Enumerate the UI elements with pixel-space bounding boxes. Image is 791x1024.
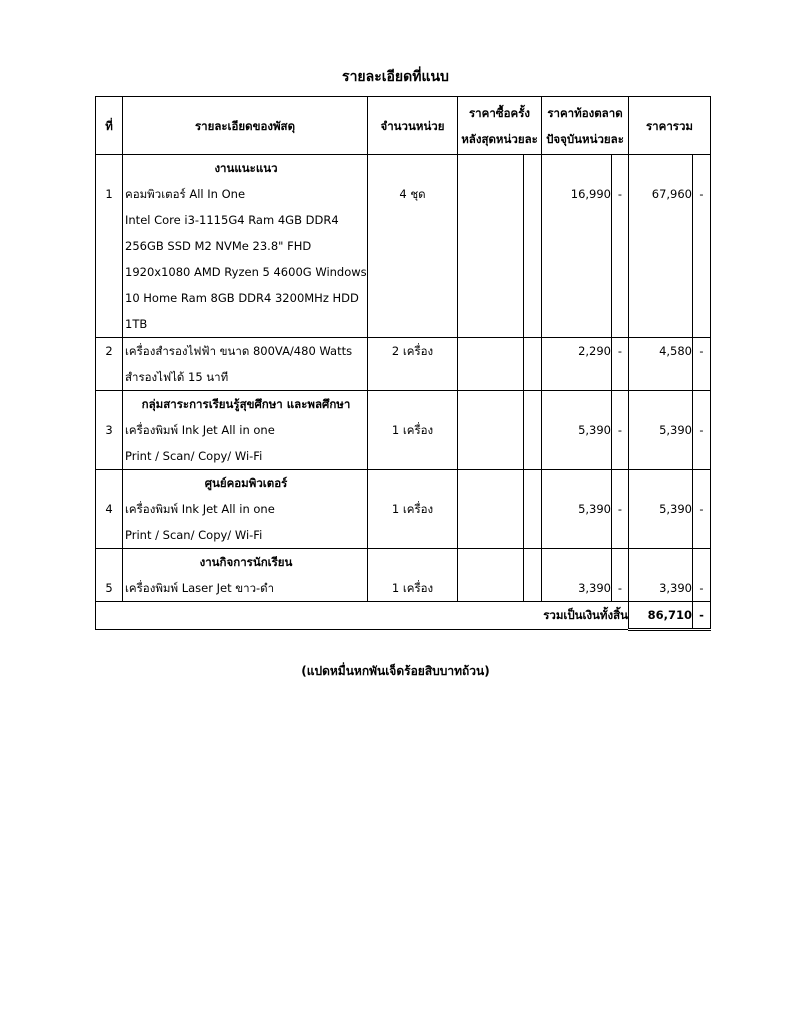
spacer <box>368 391 457 417</box>
document-title: รายละเอียดที่แนบ <box>342 69 449 85</box>
header-last-price <box>458 97 542 155</box>
grand-total-decimal: - <box>693 602 711 630</box>
spacer <box>368 549 457 575</box>
description-line: เครื่องพิมพ์ Ink Jet All in one <box>125 423 275 437</box>
row-number-text: 5 <box>105 581 113 595</box>
header-last-price-line1: ราคาซื้อครั้ง <box>469 105 530 120</box>
description-line: เครื่องสำรองไฟฟ้า ขนาด 800VA/480 Watts <box>125 344 353 358</box>
row-number-text: 1 <box>105 187 113 201</box>
grand-total-label: รวมเป็นเงินทั้งสิ้น <box>96 602 629 630</box>
spacer <box>542 549 611 575</box>
description-line: คอมพิวเตอร์ All In One <box>125 187 246 201</box>
row-last-price <box>458 155 524 338</box>
table-header-row <box>96 97 711 155</box>
category-heading: งานกิจการนักเรียน <box>199 555 293 569</box>
row-quantity <box>368 470 458 549</box>
row-total-decimal-text: - <box>699 187 704 201</box>
row-market-price-decimal <box>612 155 629 338</box>
table-row <box>96 391 711 470</box>
spacer <box>542 470 611 496</box>
grand-total-row <box>96 602 711 630</box>
row-total-text: 5,390 <box>659 502 692 516</box>
row-total-decimal-text: - <box>699 502 704 516</box>
spacer <box>96 470 122 496</box>
spacer <box>693 155 710 181</box>
row-market-price-decimal <box>612 470 629 549</box>
category-heading: งานแนะแนว <box>214 161 278 175</box>
description-line: Print / Scan/ Copy/ Wi-Fi <box>125 449 263 463</box>
header-description: รายละเอียดของพัสดุ <box>123 97 368 155</box>
row-description <box>123 338 368 391</box>
row-market-price-decimal-text: - <box>617 423 623 437</box>
spacer <box>368 470 457 496</box>
row-total-text: 4,580 <box>659 344 692 358</box>
spacer <box>629 391 692 417</box>
row-total <box>629 391 693 470</box>
row-quantity <box>368 391 458 470</box>
header-total: ราคารวม <box>629 97 711 155</box>
spacer <box>629 155 692 181</box>
table-row <box>96 470 711 549</box>
row-quantity-text: 1 เครื่อง <box>391 581 434 595</box>
row-market-price-decimal-text: - <box>617 187 623 201</box>
row-quantity-text: 2 เครื่อง <box>391 344 434 358</box>
row-market-price-decimal <box>612 549 629 602</box>
row-last-price <box>458 470 524 549</box>
row-market-price-decimal-text: - <box>617 502 623 516</box>
row-total <box>629 470 693 549</box>
table-row <box>96 549 711 602</box>
row-last-price-decimal <box>524 391 542 470</box>
row-market-price-decimal-text: - <box>617 344 623 358</box>
category-heading: ศูนย์คอมพิวเตอร์ <box>204 476 288 490</box>
row-description <box>123 549 368 602</box>
description-line: Intel Core i3-1115G4 Ram 4GB DDR4 <box>125 213 339 227</box>
grand-total-value: 86,710 <box>629 602 693 630</box>
row-last-price <box>458 549 524 602</box>
header-market-price-line2: ปัจจุบันหน่วยละ <box>546 131 624 146</box>
table-row <box>96 338 711 391</box>
spacer <box>612 549 628 575</box>
description-line: สำรองไฟได้ 15 นาที <box>125 370 229 384</box>
row-total-text: 5,390 <box>659 423 692 437</box>
row-number <box>96 549 123 602</box>
row-quantity <box>368 338 458 391</box>
row-market-price-text: 3,390 <box>578 581 611 595</box>
spacer <box>612 391 628 417</box>
row-number <box>96 155 123 338</box>
row-number-text: 3 <box>105 423 113 437</box>
row-total <box>629 338 693 391</box>
table-row <box>96 155 711 338</box>
row-total <box>629 155 693 338</box>
spacer <box>612 470 628 496</box>
spacer <box>542 391 611 417</box>
header-quantity: จำนวนหน่วย <box>368 97 458 155</box>
row-market-price-decimal <box>612 391 629 470</box>
row-total-decimal-text: - <box>699 581 704 595</box>
category-heading: กลุ่มสาระการเรียนรู้สุขศึกษา และพลศึกษา <box>141 397 351 411</box>
row-last-price <box>458 391 524 470</box>
row-market-price <box>542 549 612 602</box>
row-quantity <box>368 155 458 338</box>
row-market-price <box>542 338 612 391</box>
spacer <box>693 470 710 496</box>
row-market-price-text: 16,990 <box>570 187 611 201</box>
row-quantity-text: 4 ชุด <box>399 187 426 201</box>
header-market-price-line1: ราคาท้องตลาด <box>547 105 623 120</box>
row-description <box>123 470 368 549</box>
header-market-price <box>542 97 629 155</box>
spacer <box>368 155 457 181</box>
row-number-text: 4 <box>105 502 113 516</box>
description-line: Print / Scan/ Copy/ Wi-Fi <box>125 528 263 542</box>
spacer <box>693 391 710 417</box>
spacer <box>612 155 628 181</box>
row-last-price <box>458 338 524 391</box>
spacer <box>542 155 611 181</box>
row-total-decimal <box>693 470 711 549</box>
row-market-price-text: 5,390 <box>578 423 611 437</box>
row-total-text: 67,960 <box>651 187 692 201</box>
row-quantity-text: 1 เครื่อง <box>391 502 434 516</box>
row-total-decimal <box>693 155 711 338</box>
row-market-price-text: 5,390 <box>578 502 611 516</box>
row-quantity <box>368 549 458 602</box>
row-total <box>629 549 693 602</box>
row-last-price-decimal <box>524 549 542 602</box>
row-quantity-text: 1 เครื่อง <box>391 423 434 437</box>
spacer <box>96 391 122 417</box>
spacer <box>96 549 122 575</box>
spacer <box>693 549 710 575</box>
row-number <box>96 470 123 549</box>
row-description <box>123 391 368 470</box>
description-line: 256GB SSD M2 NVMe 23.8" FHD <box>125 239 312 253</box>
row-last-price-decimal <box>524 338 542 391</box>
row-market-price-decimal-text: - <box>617 581 623 595</box>
items-table <box>95 96 711 631</box>
row-number <box>96 391 123 470</box>
row-market-price <box>542 470 612 549</box>
header-no: ที่ <box>96 97 123 155</box>
row-total-decimal-text: - <box>699 423 704 437</box>
row-market-price <box>542 391 612 470</box>
row-description <box>123 155 368 338</box>
row-total-decimal <box>693 549 711 602</box>
row-market-price-decimal <box>612 338 629 391</box>
row-last-price-decimal <box>524 155 542 338</box>
row-total-decimal <box>693 391 711 470</box>
description-line: เครื่องพิมพ์ Ink Jet All in one <box>125 502 275 516</box>
description-line: เครื่องพิมพ์ Laser Jet ขาว-ดำ <box>125 581 275 595</box>
row-market-price <box>542 155 612 338</box>
row-total-text: 3,390 <box>659 581 692 595</box>
row-total-decimal <box>693 338 711 391</box>
description-line: 10 Home Ram 8GB DDR4 3200MHz HDD <box>125 291 359 305</box>
row-total-decimal-text: - <box>699 344 704 358</box>
row-last-price-decimal <box>524 470 542 549</box>
row-number <box>96 338 123 391</box>
description-line: 1920x1080 AMD Ryzen 5 4600G Windows <box>125 265 367 279</box>
spacer <box>629 470 692 496</box>
header-last-price-line2: หลังสุดหน่วยละ <box>461 131 538 146</box>
spacer <box>629 549 692 575</box>
row-number-text: 2 <box>105 344 113 358</box>
description-line: 1TB <box>125 317 148 331</box>
spacer <box>96 155 122 181</box>
amount-in-words: (แปดหมื่นหกพันเจ็ดร้อยสิบบาทถ้วน) <box>301 664 490 678</box>
row-market-price-text: 2,290 <box>578 344 611 358</box>
